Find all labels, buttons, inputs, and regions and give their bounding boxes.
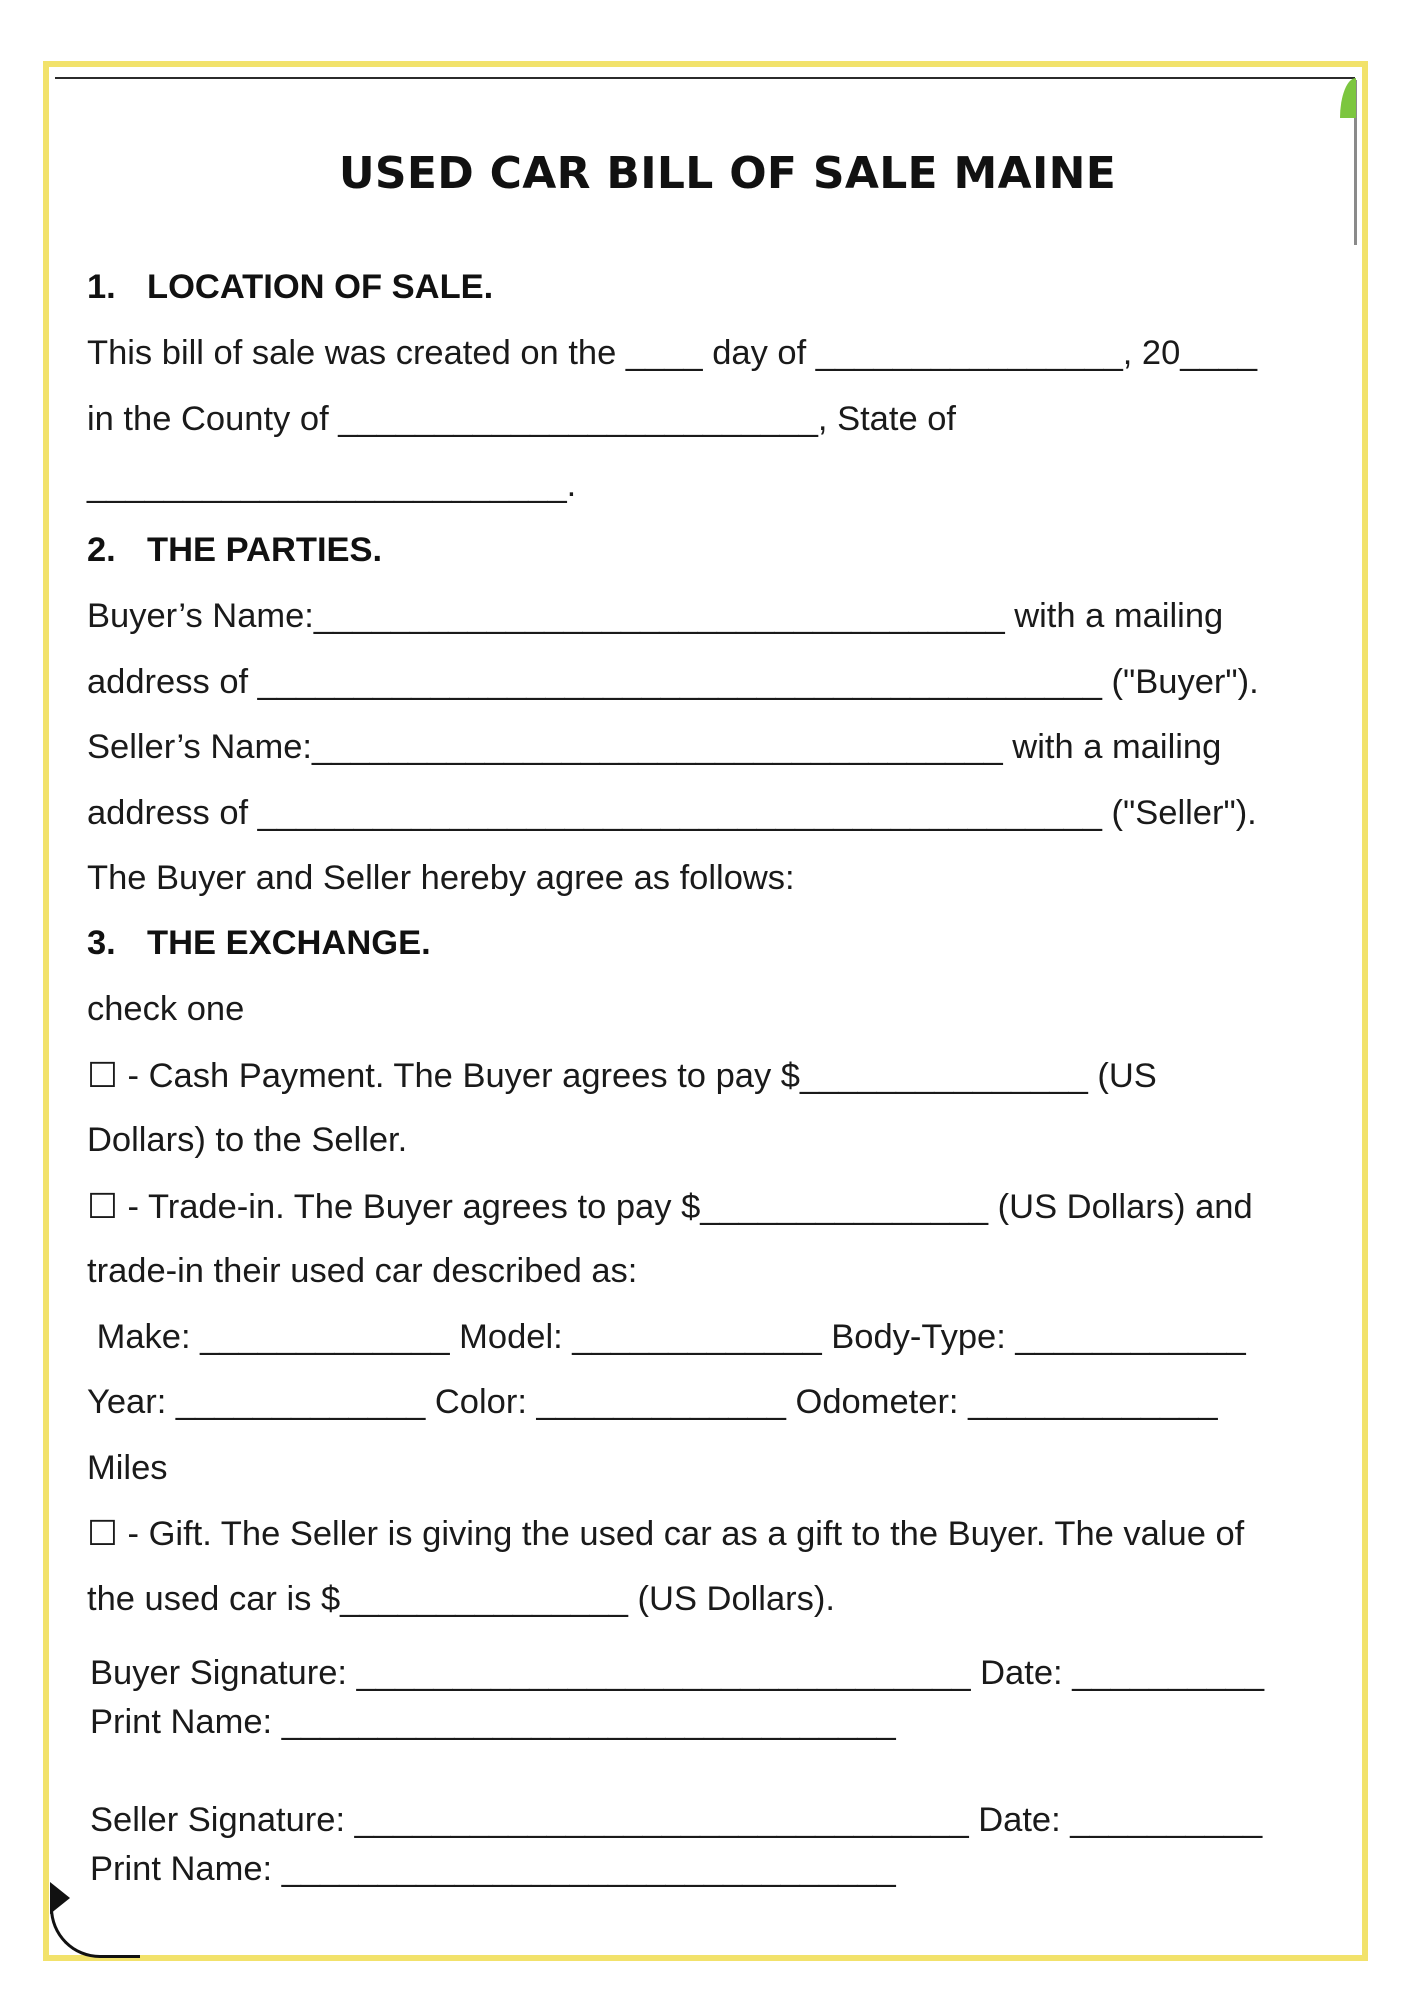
cash-payment-option: ☐ - Cash Payment. The Buyer agrees to pay $_______________ (US: [87, 1057, 1157, 1095]
section-3-title: THE EXCHANGE.: [147, 924, 431, 962]
gift-continuation: the used car is $_______________ (US Dollars).: [87, 1580, 835, 1618]
buyer-signature-line: Buyer Signature: ________________________________ Date: __________: [90, 1654, 1265, 1692]
section-1-line-2: in the County of _________________________, State of: [87, 400, 957, 438]
vehicle-year-color-line: Year: _____________ Color: _____________ Odometer: _____________: [87, 1383, 1218, 1421]
trade-in-continuation: trade-in their used car described as:: [87, 1252, 638, 1290]
buyer-name-line: Buyer’s Name:____________________________________ with a mailing: [87, 597, 1224, 635]
section-2-heading: [87, 531, 382, 570]
agreement-line: The Buyer and Seller hereby agree as follows:: [87, 859, 795, 897]
section-3-heading: [87, 924, 431, 963]
seller-signature-line: Seller Signature: ________________________________ Date: __________: [90, 1801, 1263, 1839]
cash-payment-continuation: Dollars) to the Seller.: [87, 1121, 408, 1159]
seller-name-line: Seller’s Name:____________________________________ with a mailing: [87, 728, 1222, 766]
section-2-number: 2.: [87, 531, 116, 569]
document-title: USED CAR BILL OF SALE MAINE: [338, 148, 1117, 199]
section-1-title: LOCATION OF SALE.: [147, 268, 494, 306]
buyer-address-line: address of ____________________________________________ ("Buyer").: [87, 663, 1259, 701]
section-1-number: 1.: [87, 268, 116, 306]
section-1-line-1: This bill of sale was created on the ____ day of ________________, 20____: [87, 334, 1258, 372]
miles-label: Miles: [87, 1449, 168, 1487]
section-2-title: THE PARTIES.: [147, 531, 383, 569]
gift-option: ☐ - Gift. The Seller is giving the used car as a gift to the Buyer. The value of: [87, 1515, 1245, 1553]
section-3-number: 3.: [87, 924, 116, 962]
section-1-line-3: _________________________.: [87, 466, 577, 504]
seller-address-line: address of ____________________________________________ ("Seller").: [87, 794, 1257, 832]
check-one-label: check one: [87, 990, 245, 1028]
buyer-print-name-line: Print Name: ________________________________: [90, 1703, 896, 1741]
section-1-heading: [87, 268, 493, 307]
trade-in-option: ☐ - Trade-in. The Buyer agrees to pay $_______________ (US Dollars) and: [87, 1188, 1253, 1226]
top-border-accent: [55, 77, 1355, 79]
vehicle-make-model-line: Make: _____________ Model: _____________ Body-Type: ____________: [87, 1318, 1246, 1356]
seller-print-name-line: Print Name: ________________________________: [90, 1850, 896, 1888]
